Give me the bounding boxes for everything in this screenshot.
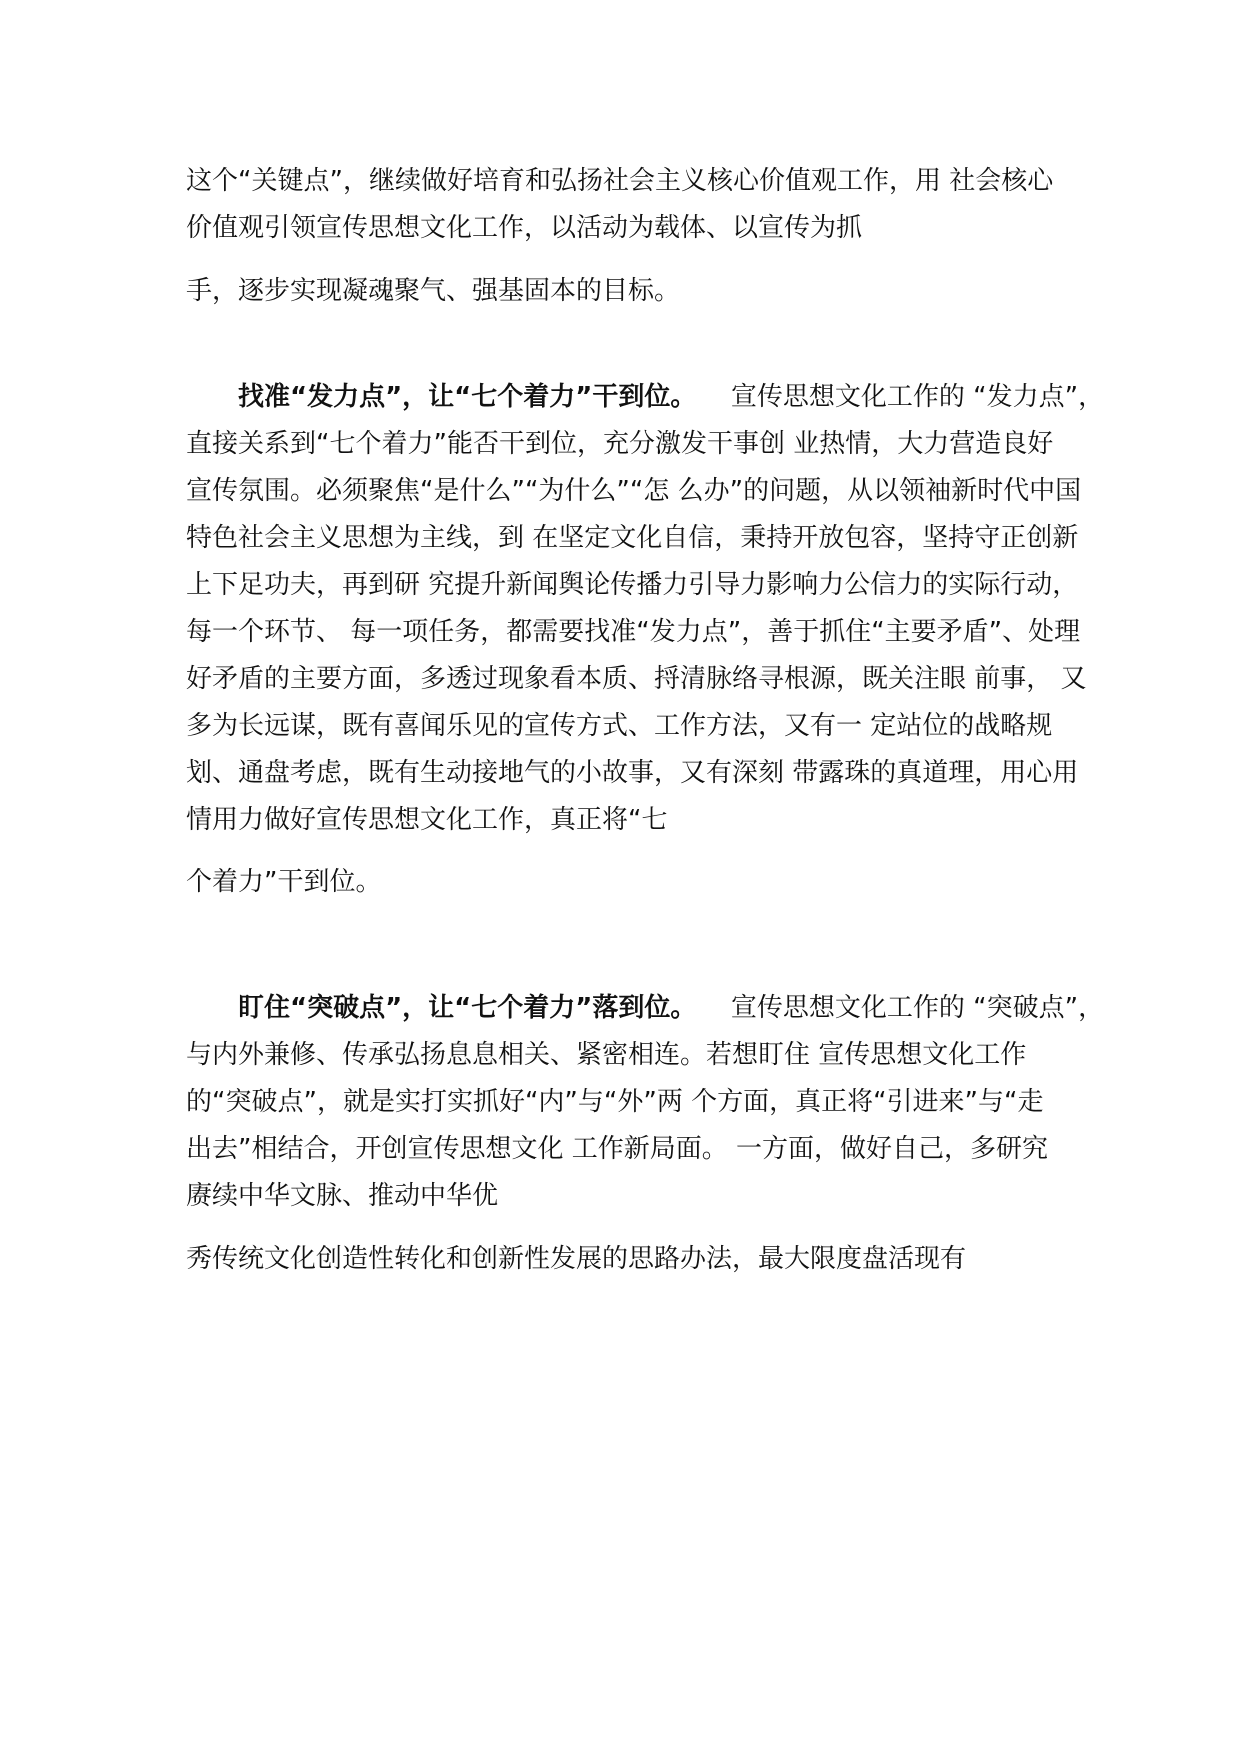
section2-lead-text: 宣传思想文化工作的 “突破点”， [730,993,1105,1023]
section1-heading: 找准“发力点”，让“七个着力”干到位。 [238,382,697,412]
section1-line: 每一个环节、 每一项任务，都需要找准“发力点”，善于抓住“主要矛盾”、处理 [186,617,1081,647]
paragraph-line: 这个“关键点”，继续做好培育和弘扬社会主义核心价值观工作，用 社会核心 [186,166,1054,196]
section1-first-line [238,380,1104,414]
section1-line: 特色社会主义思想为主线，到 在坚定文化自信，秉持开放包容，坚持守正创新 [186,523,1079,553]
section2-line: 与内外兼修、传承弘扬息息相关、紧密相连。若想盯住 宣传思想文化工作 [186,1040,1027,1070]
section2-first-line [238,991,1104,1025]
section1-line: 宣传氛围。必须聚焦“是什么”“为什么”“怎 么办”的问题，从以领袖新时代中国 [186,476,1082,506]
section1-line: 多为长远谋，既有喜闻乐见的宣传方式、工作方法，又有一 定站位的战略规 [186,711,1053,741]
paragraph-line: 价值观引领宣传思想文化工作，以活动为载体、以宣传为抓 [186,213,863,243]
section1-lead-text: 宣传思想文化工作的 “发力点”， [730,382,1105,412]
section1-line: 直接关系到“七个着力”能否干到位，充分激发干事创 业热情，大力营造良好 [186,429,1054,459]
section1-line: 情用力做好宣传思想文化工作，真正将“七 [186,805,668,835]
paragraph-line: 手，逐步实现凝魂聚气、强基固本的目标。 [186,276,681,306]
section2-line: 的“突破点”，就是实打实抓好“内”与“外”两 个方面，真正将“引进来”与“走 [186,1087,1044,1117]
section2-line: 秀传统文化创造性转化和创新性发展的思路办法，最大限度盘活现有 [186,1244,967,1274]
section1-line: 个着力”干到位。 [186,867,382,897]
section1-line: 好矛盾的主要方面，多透过现象看本质、捋清脉络寻根源，既关注眼 前事， 又 [186,664,1087,694]
section2-line: 赓续中华文脉、推动中华优 [186,1181,499,1211]
section1-line: 划、通盘考虑，既有生动接地气的小故事，又有深刻 带露珠的真道理，用心用 [186,758,1079,788]
section1-line: 上下足功夫，再到研 究提升新闻舆论传播力引导力影响力公信力的实际行动， [186,570,1079,600]
section2-line: 出去”相结合，开创宣传思想文化 工作新局面。 一方面，做好自己，多研究 [186,1134,1048,1164]
section2-heading: 盯住“突破点”，让“七个着力”落到位。 [238,993,697,1023]
